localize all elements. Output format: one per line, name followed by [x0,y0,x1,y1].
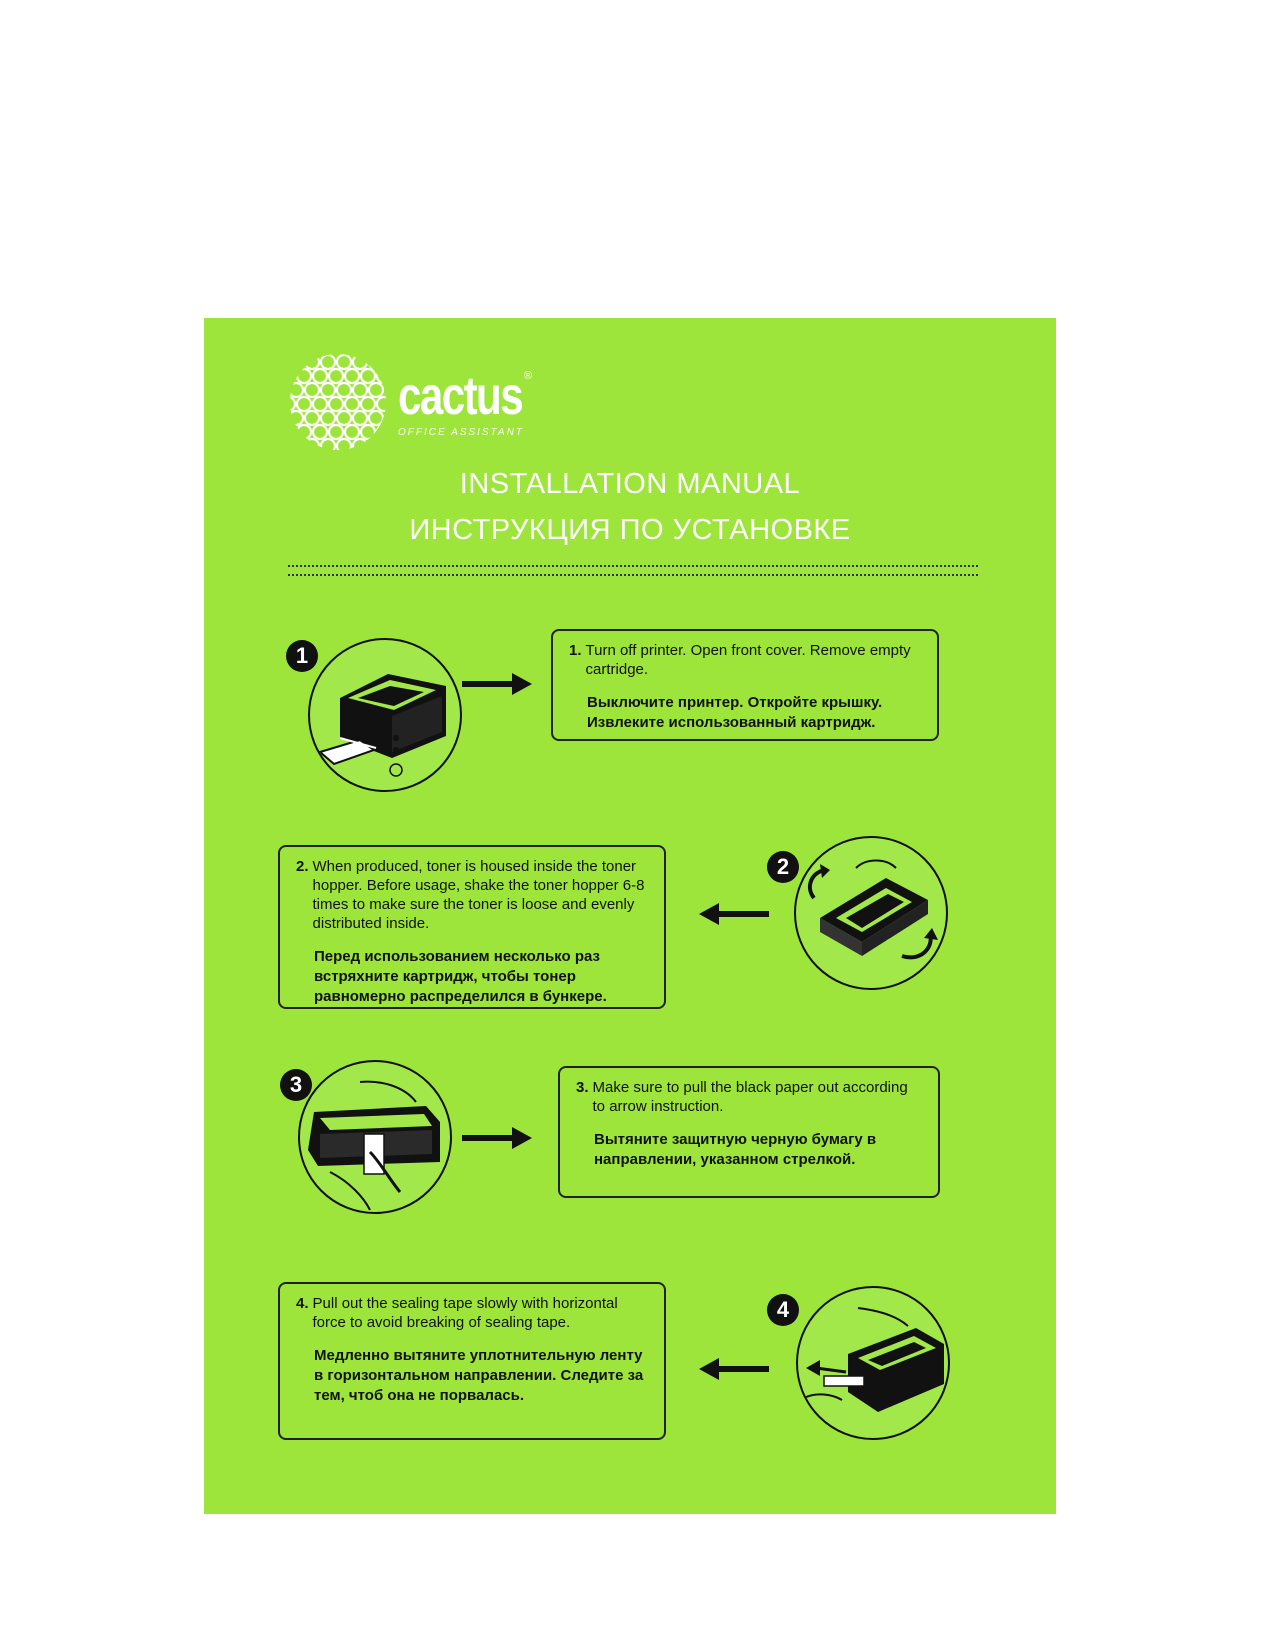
dotted-divider [288,565,978,576]
step-1-number: 1. [569,642,582,659]
brand-tagline: OFFICE ASSISTANT [398,427,524,438]
step-3-russian-text: Вытяните защитную черную бумагу в направлении, указанном стрелкой. [594,1131,877,1168]
printer-icon [310,640,460,790]
step-3-illustration [298,1060,452,1214]
step-4-english-text: Pull out the sealing tape slowly with horizontal force to avoid breaking of sealing tape. [312,1295,618,1331]
step-2-illustration [794,836,948,990]
step-3-english-text: Make sure to pull the black paper out according to arrow instruction. [592,1079,908,1115]
step-2-badge: 2 [767,851,799,883]
shake-cartridge-icon [796,838,946,988]
step-1-english-text: Turn off printer. Open front cover. Remove empty cartridge. [585,642,911,678]
step-3-badge: 3 [280,1069,312,1101]
step-2-number: 2. [296,858,309,875]
registered-mark: ® [524,370,533,382]
step-4-badge: 4 [767,1294,799,1326]
step-4-instruction-box [278,1282,666,1440]
title-russian: ИНСТРУКЦИЯ ПО УСТАНОВКЕ [409,514,851,546]
brand-logo [288,352,533,452]
step-1-illustration [308,638,462,792]
step-2-russian-text: Перед использованием несколько раз встряхните картридж, чтобы тонер равномерно распределился в бункере. [314,948,607,1005]
brand-name: cactus [398,366,523,426]
step-2-english-text: When produced, toner is housed inside the toner hopper. Before usage, shake the toner hopper 6-8 times to make sure the toner is loose and evenly distributed inside. [312,858,645,932]
arrow-right-icon [462,1126,534,1150]
pull-paper-icon [300,1062,450,1212]
cactus-logo-icon [288,352,388,452]
step-2-instruction-box [278,845,666,1009]
arrow-right-icon [462,672,534,696]
title-english: INSTALLATION MANUAL [459,468,801,500]
step-3-number: 3. [576,1079,589,1096]
arrow-left-icon [697,1357,769,1381]
manual-sheet [204,318,1056,1514]
arrow-left-icon [697,902,769,926]
step-4-number: 4. [296,1295,309,1312]
step-3-instruction-box [558,1066,940,1198]
step-1-instruction-box [551,629,939,741]
step-4-illustration [796,1286,950,1440]
step-1-russian-text: Выключите принтер. Откройте крышку. Извлеките использованный картридж. [587,694,883,731]
pull-tape-icon [798,1288,948,1438]
step-1-badge: 1 [286,640,318,672]
step-4-russian-text: Медленно вытяните уплотнительную ленту в горизонтальном направлении. Следите за тем, чтоб она не порвалась. [314,1347,644,1404]
